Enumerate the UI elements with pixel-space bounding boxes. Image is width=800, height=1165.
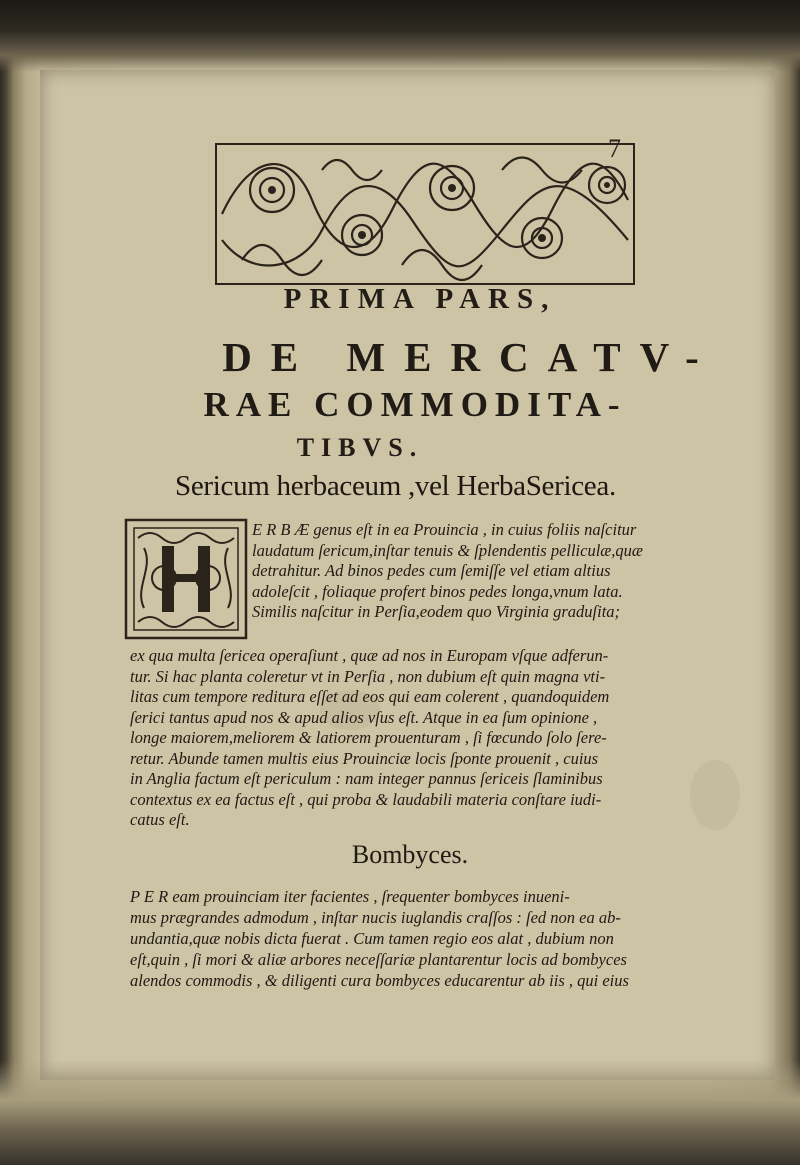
- text-line: tur. Si hac planta coleretur vt in Perſia , non dubium eſt quin magna vti-: [130, 666, 606, 686]
- text-line: alendos commodis , & diligenti cura bombyces educarentur ab iis , qui eius: [130, 971, 629, 990]
- heading-tibvs: TIBVS.: [296, 433, 424, 462]
- heading-rae-commodita: RAE COMMODITA-: [203, 385, 627, 424]
- text-line: catus eſt.: [130, 810, 190, 829]
- text-line: retur. Abunde tamen multis eius Prouinciæ locis ſponte prouenit , cuius: [130, 748, 599, 768]
- top-edge-shadow: [0, 0, 800, 72]
- text-line: in Anglia factum eſt periculum : nam integer pannus ſericeis ſlaminibus: [130, 769, 603, 788]
- text-line: detrahitur. Ad binos pedes cum ſemiſſe vel etiam altius: [252, 561, 611, 580]
- heading-de-mercatv: DE MERCATV-: [222, 334, 718, 380]
- text-line: eſt,quin , ſi mori & aliæ arbores neceſſariæ plantarentur locis ad bombyces: [130, 950, 627, 969]
- decorated-initial-h-icon: [124, 518, 248, 640]
- text-line: ex qua multa ſericea operaſiunt , quæ ad nos in Europam vſque adferun-: [130, 646, 609, 665]
- heading-prima-pars: PRIMA PARS,: [283, 283, 557, 315]
- text-line: longe maiorem,meliorem & latiorem prouenturam , ſi fœcundo ſolo ſere-: [130, 728, 607, 747]
- floral-headpiece-ornament-icon: [212, 140, 638, 288]
- text-line: undantia,quæ nobis dicta fuerat . Cum tamen regio eos alat , dubium non: [130, 929, 614, 948]
- text-line: P E R eam prouinciam iter facientes , ſrequenter bombyces inueni-: [130, 887, 570, 906]
- section-title: Sericum herbaceum ,vel HerbaSericea.: [175, 470, 616, 502]
- text-line: contextus ex ea factus eſt , qui proba & laudabili materia conſtare iudi-: [130, 789, 602, 809]
- paragraph-herba-continued: [130, 646, 798, 831]
- paragraph-herba-beside-initial: [252, 520, 792, 623]
- subsection-title: Bombyces.: [351, 840, 469, 869]
- text-line: adoleſcit , foliaque profert binos pedes longa,vnum lata.: [252, 581, 623, 601]
- text-line: Similis naſcitur in Perſia,eodem quo Virginia graduſita;: [252, 602, 621, 621]
- text-line: E R B Æ genus eſt in ea Prouincia , in cuius foliis naſcitur: [252, 520, 637, 539]
- text-line: mus prægrandes admodum , inſtar nucis iuglandis craſſos : ſed non ea ab-: [130, 908, 621, 927]
- text-line: laudatum ſericum,inſtar tenuis & ſplendentis pelliculæ,quæ: [252, 540, 643, 560]
- bottom-edge-shadow: [0, 1060, 800, 1165]
- paragraph-bombyces: [130, 886, 798, 991]
- text-line: ſerici tantus apud nos & apud alios vſus eſt. Atque in ea ſum opinione ,: [130, 707, 598, 727]
- text-line: litas cum tempore reditura eſſet ad eos qui eam colerent , quandoquidem: [130, 687, 610, 706]
- page-number: 7: [608, 134, 621, 163]
